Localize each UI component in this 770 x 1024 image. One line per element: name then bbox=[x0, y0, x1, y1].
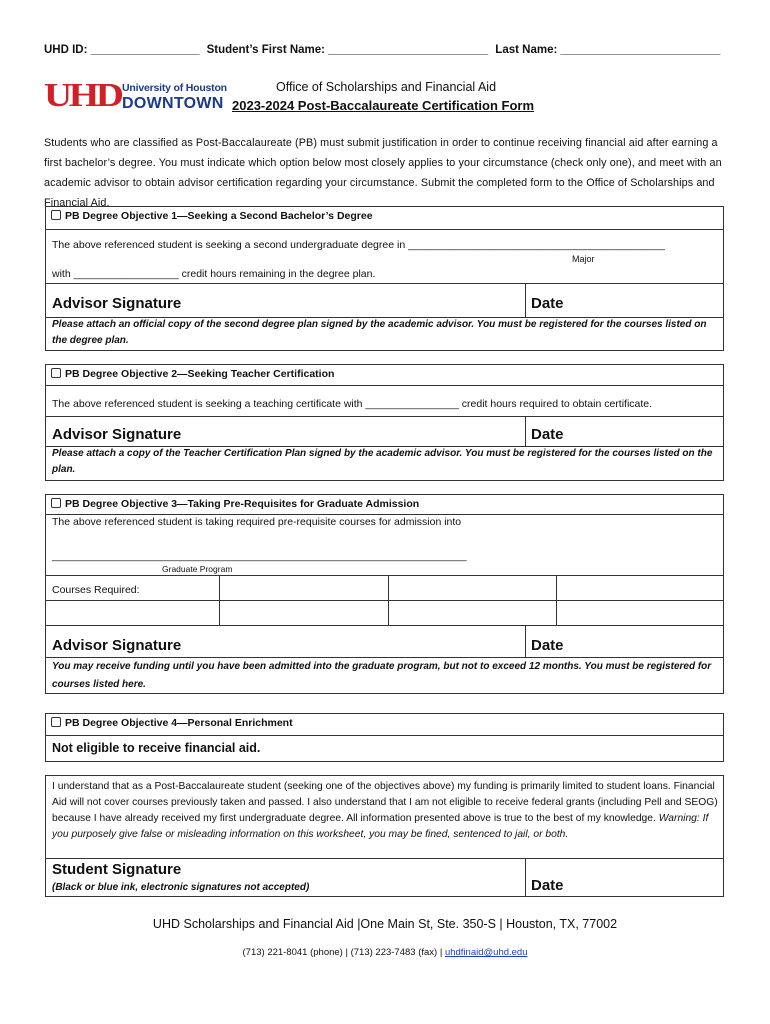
objective-3-checkbox[interactable] bbox=[51, 498, 61, 508]
agreement-warning: Warning: If you purposely give false or misleading information on this worksheet, you may be fined, sentenced to jail, or both. bbox=[52, 813, 709, 840]
first-name-field[interactable]: Student’s First Name: _________________________ bbox=[206, 44, 489, 56]
agreement-statement: I understand that as a Post-Baccalaureate student (seeking one of the objectives above) my funding is primarily limited to student loans. Financial Aid will not cover courses previously taken and passed. I also understand that I am not eligible to receive federal grants (including Pell and SEOG) because I have already received my first undergraduate degree. All information presented above is true to the best of my knowledge. bbox=[52, 781, 718, 824]
uhd-id-field[interactable]: UHD ID: _________________ bbox=[44, 44, 200, 56]
objective-1-advisor-signature[interactable]: Advisor Signature bbox=[52, 295, 182, 312]
objective-1-header bbox=[51, 210, 373, 222]
objective-1-degree-line[interactable]: The above referenced student is seeking a second undergraduate degree in ____________________________________________ bbox=[52, 239, 666, 251]
objective-2-note: Please attach a copy of the Teacher Certification Plan signed by the academic advisor. You must be registered for the courses listed on the plan. bbox=[52, 448, 713, 475]
uhd-logo bbox=[44, 77, 230, 114]
objective-3-line: The above referenced student is taking required pre-requisite courses for admission into bbox=[52, 516, 462, 528]
objective-3-header bbox=[51, 498, 419, 510]
objective-2-date[interactable]: Date bbox=[531, 426, 564, 443]
objective-2-header bbox=[51, 368, 334, 380]
course-cell-6[interactable] bbox=[389, 601, 555, 624]
objective-1-checkbox[interactable] bbox=[51, 210, 61, 220]
course-cell-2[interactable] bbox=[389, 576, 555, 599]
course-cell-3[interactable] bbox=[557, 576, 723, 599]
footer-contact bbox=[0, 947, 770, 958]
objective-3-advisor-signature[interactable]: Advisor Signature bbox=[52, 637, 182, 654]
agreement-section bbox=[45, 775, 724, 897]
objective-1-credit-line[interactable]: with __________________ credit hours remaining in the degree plan. bbox=[52, 268, 376, 280]
objective-3-section bbox=[45, 494, 724, 694]
objective-2-advisor-signature[interactable]: Advisor Signature bbox=[52, 426, 182, 443]
ink-note: (Black or blue ink, electronic signatures not accepted) bbox=[52, 882, 310, 893]
student-info-line bbox=[44, 44, 724, 56]
not-eligible-text: Not eligible to receive financial aid. bbox=[52, 741, 261, 755]
course-cell-1[interactable] bbox=[220, 576, 387, 599]
objective-2-title: PB Degree Objective 2—Seeking Teacher Certification bbox=[65, 368, 335, 380]
objective-4-title: PB Degree Objective 4—Personal Enrichment bbox=[65, 717, 293, 729]
graduate-program-blank[interactable]: _______________________________________________________________________ bbox=[52, 550, 467, 562]
office-name: Office of Scholarships and Financial Aid bbox=[276, 80, 497, 94]
form-title: 2023-2024 Post-Baccalaureate Certification Form bbox=[232, 98, 535, 113]
course-cell-5[interactable] bbox=[220, 601, 387, 624]
logo-mark: UHD bbox=[44, 77, 121, 114]
last-name-field[interactable]: Last Name: _________________________ bbox=[495, 44, 721, 56]
course-cell-7[interactable] bbox=[557, 601, 723, 624]
student-signature[interactable]: Student Signature bbox=[52, 861, 182, 878]
objective-1-title: PB Degree Objective 1—Seeking a Second Bachelor’s Degree bbox=[65, 210, 373, 222]
intro-paragraph: Students who are classified as Post-Baccalaureate (PB) must submit justification in order to continue receiving financial aid after earning a first bachelor’s degree. You must indicate which option below most closely applies to your circumstance (check only one), and meet with an academic advisor to obtain advisor certification regarding your circumstance. Submit the completed form to the Office of Scholarships and Financial Aid. bbox=[44, 137, 722, 209]
footer-address: UHD Scholarships and Financial Aid |One Main St, Ste. 350-S | Houston, TX, 77002 bbox=[152, 917, 618, 931]
objective-3-title: PB Degree Objective 3—Taking Pre-Requisites for Graduate Admission bbox=[65, 498, 420, 510]
agreement-text bbox=[52, 779, 720, 843]
course-cell-4[interactable] bbox=[47, 601, 218, 624]
objective-3-date[interactable]: Date bbox=[531, 637, 564, 654]
objective-4-section bbox=[45, 713, 724, 762]
objective-2-credit-line[interactable]: The above referenced student is seeking a teaching certificate with ________________ credit hours required to obtain certificate. bbox=[52, 398, 653, 410]
logo-line2: DOWNTOWN bbox=[122, 95, 224, 112]
courses-required-label: Courses Required: bbox=[52, 584, 140, 596]
email-link[interactable]: uhdfinaid@uhd.edu bbox=[444, 947, 528, 958]
student-date[interactable]: Date bbox=[531, 877, 564, 894]
objective-3-note: You may receive funding until you have been admitted into the graduate program, but not to exceed 12 months. You must be registered for courses listed here. bbox=[52, 661, 712, 690]
objective-2-checkbox[interactable] bbox=[51, 368, 61, 378]
objective-2-section bbox=[45, 364, 724, 481]
logo-line1: University of Houston bbox=[122, 82, 227, 94]
objective-1-note: Please attach an official copy of the second degree plan signed by the academic advisor. You must be registered for the courses listed on the degree plan. bbox=[52, 319, 707, 346]
objective-4-checkbox[interactable] bbox=[51, 717, 61, 727]
objective-4-header bbox=[51, 717, 293, 729]
objective-1-date[interactable]: Date bbox=[531, 295, 564, 312]
graduate-program-label: Graduate Program bbox=[162, 564, 233, 574]
major-label: Major bbox=[572, 254, 595, 264]
objective-1-section bbox=[45, 206, 724, 351]
footer-phones: (713) 221-8041 (phone) | (713) 223-7483 (fax) | bbox=[242, 947, 443, 958]
